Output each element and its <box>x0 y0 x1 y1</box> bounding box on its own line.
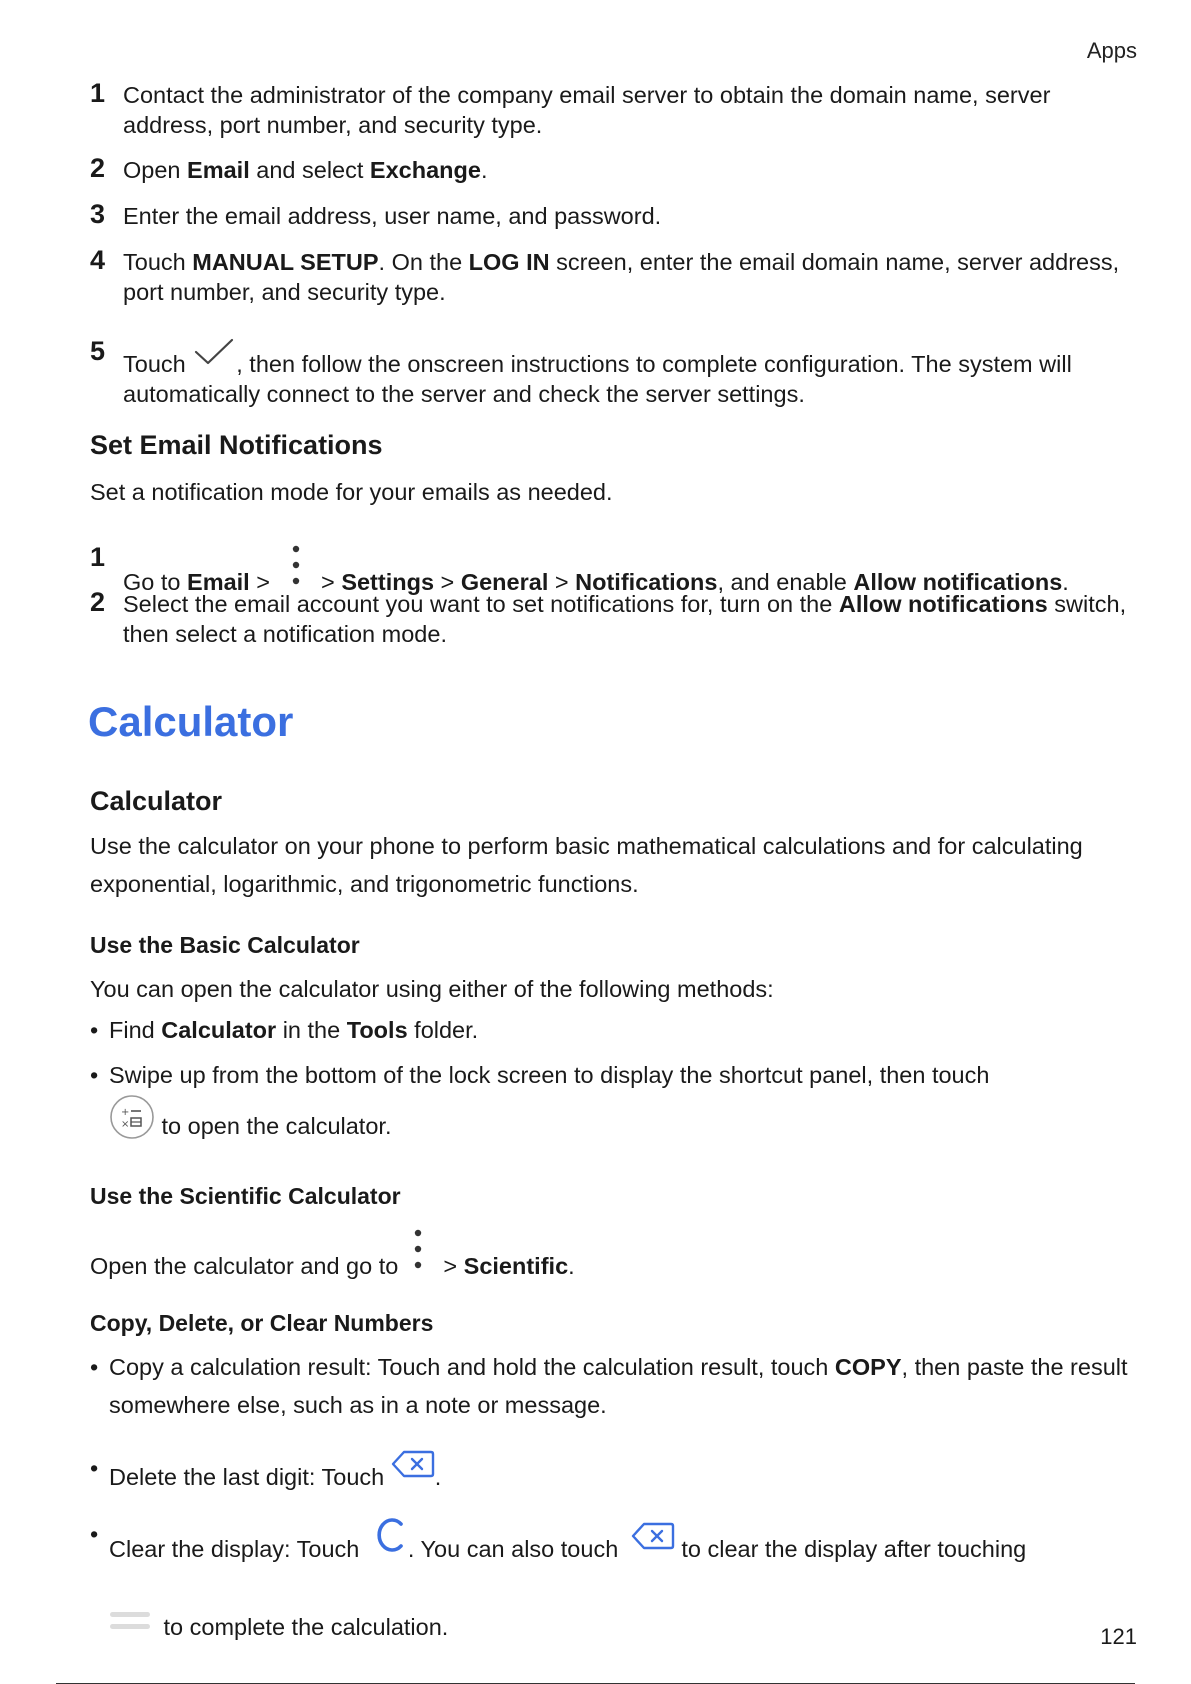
bullet: • <box>90 1062 99 1088</box>
bullet: • <box>90 1455 99 1481</box>
step-number: 1 <box>90 78 106 108</box>
notifications-intro: Set a notification mode for your emails as needed. <box>90 479 613 505</box>
backspace-icon <box>631 1521 675 1562</box>
step-text: Open Email and select Exchange. <box>123 157 488 183</box>
bullet-text: Copy a calculation result: Touch and hold the calculation result, touch COPY, then paste the result somewhere else, such as in a note or message. <box>109 1354 1128 1418</box>
chapter-title: Calculator <box>88 698 294 745</box>
bullet: • <box>90 1521 99 1547</box>
step-text: Touch MANUAL SETUP. On the LOG IN screen, enter the email domain name, server address, port number, and security type. <box>123 249 1120 305</box>
copy-delete-clear-heading: Copy, Delete, or Clear Numbers <box>90 1310 434 1336</box>
step-number: 3 <box>90 199 106 229</box>
step-text: Select the email account you want to set notifications for, turn on the Allow notifications switch, then select a notification mode. <box>123 591 1127 647</box>
basic-calculator-heading: Use the Basic Calculator <box>90 932 360 958</box>
step-number: 2 <box>90 587 106 617</box>
clear-c-icon <box>376 1515 406 1566</box>
bullet-text: Clear the display: Touch . You can also touch to clear the display after touching to complete the calculation. <box>109 1515 1130 1646</box>
notifications-heading: Set Email Notifications <box>90 430 383 460</box>
section-header: Apps <box>1086 38 1137 63</box>
more-options-icon <box>413 1228 423 1283</box>
calculator-heading: Calculator <box>90 786 223 816</box>
equals-icon <box>109 1606 151 1644</box>
step-text: Enter the email address, user name, and password. <box>123 203 662 229</box>
step-number: 2 <box>90 153 106 183</box>
more-options-icon <box>291 544 301 595</box>
checkmark-icon <box>192 338 236 375</box>
step-text: Go to Email > > Settings > General > Notifications, and enable Allow notifications. <box>123 544 1180 597</box>
bullet-text: Find Calculator in the Tools folder. <box>109 1017 479 1043</box>
step-number: 4 <box>90 245 106 275</box>
step-text: Touch , then follow the onscreen instructions to complete configuration. The system will automatically connect to the server and check the server settings. <box>123 338 1130 409</box>
backspace-icon <box>391 1449 435 1490</box>
bullet-text: Swipe up from the bottom of the lock screen to display the shortcut panel, then touch + × to open the calculator. <box>109 1056 1130 1151</box>
basic-calculator-intro: You can open the calculator using either of the following methods: <box>90 976 774 1002</box>
step-number: 5 <box>90 336 106 366</box>
bullet: • <box>90 1354 99 1380</box>
svg-text:+: + <box>121 1107 130 1118</box>
scientific-calculator-heading: Use the Scientific Calculator <box>90 1183 401 1209</box>
calculator-shortcut-icon <box>109 1094 155 1151</box>
svg-text:×: × <box>121 1119 130 1130</box>
bullet: • <box>90 1017 99 1043</box>
calculator-intro: Use the calculator on your phone to perform basic mathematical calculations and for calculating exponential, logarithmic, and trigonometric functions. <box>90 833 1083 897</box>
bullet-text: Delete the last digit: Touch . <box>109 1449 1130 1496</box>
step-number: 1 <box>90 542 106 572</box>
scientific-instruction: Open the calculator and go to > Scientific. <box>90 1228 1120 1285</box>
page-number: 121 <box>1100 1624 1137 1649</box>
step-text: Contact the administrator of the company email server to obtain the domain name, server address, port number, and security type. <box>123 82 1051 138</box>
